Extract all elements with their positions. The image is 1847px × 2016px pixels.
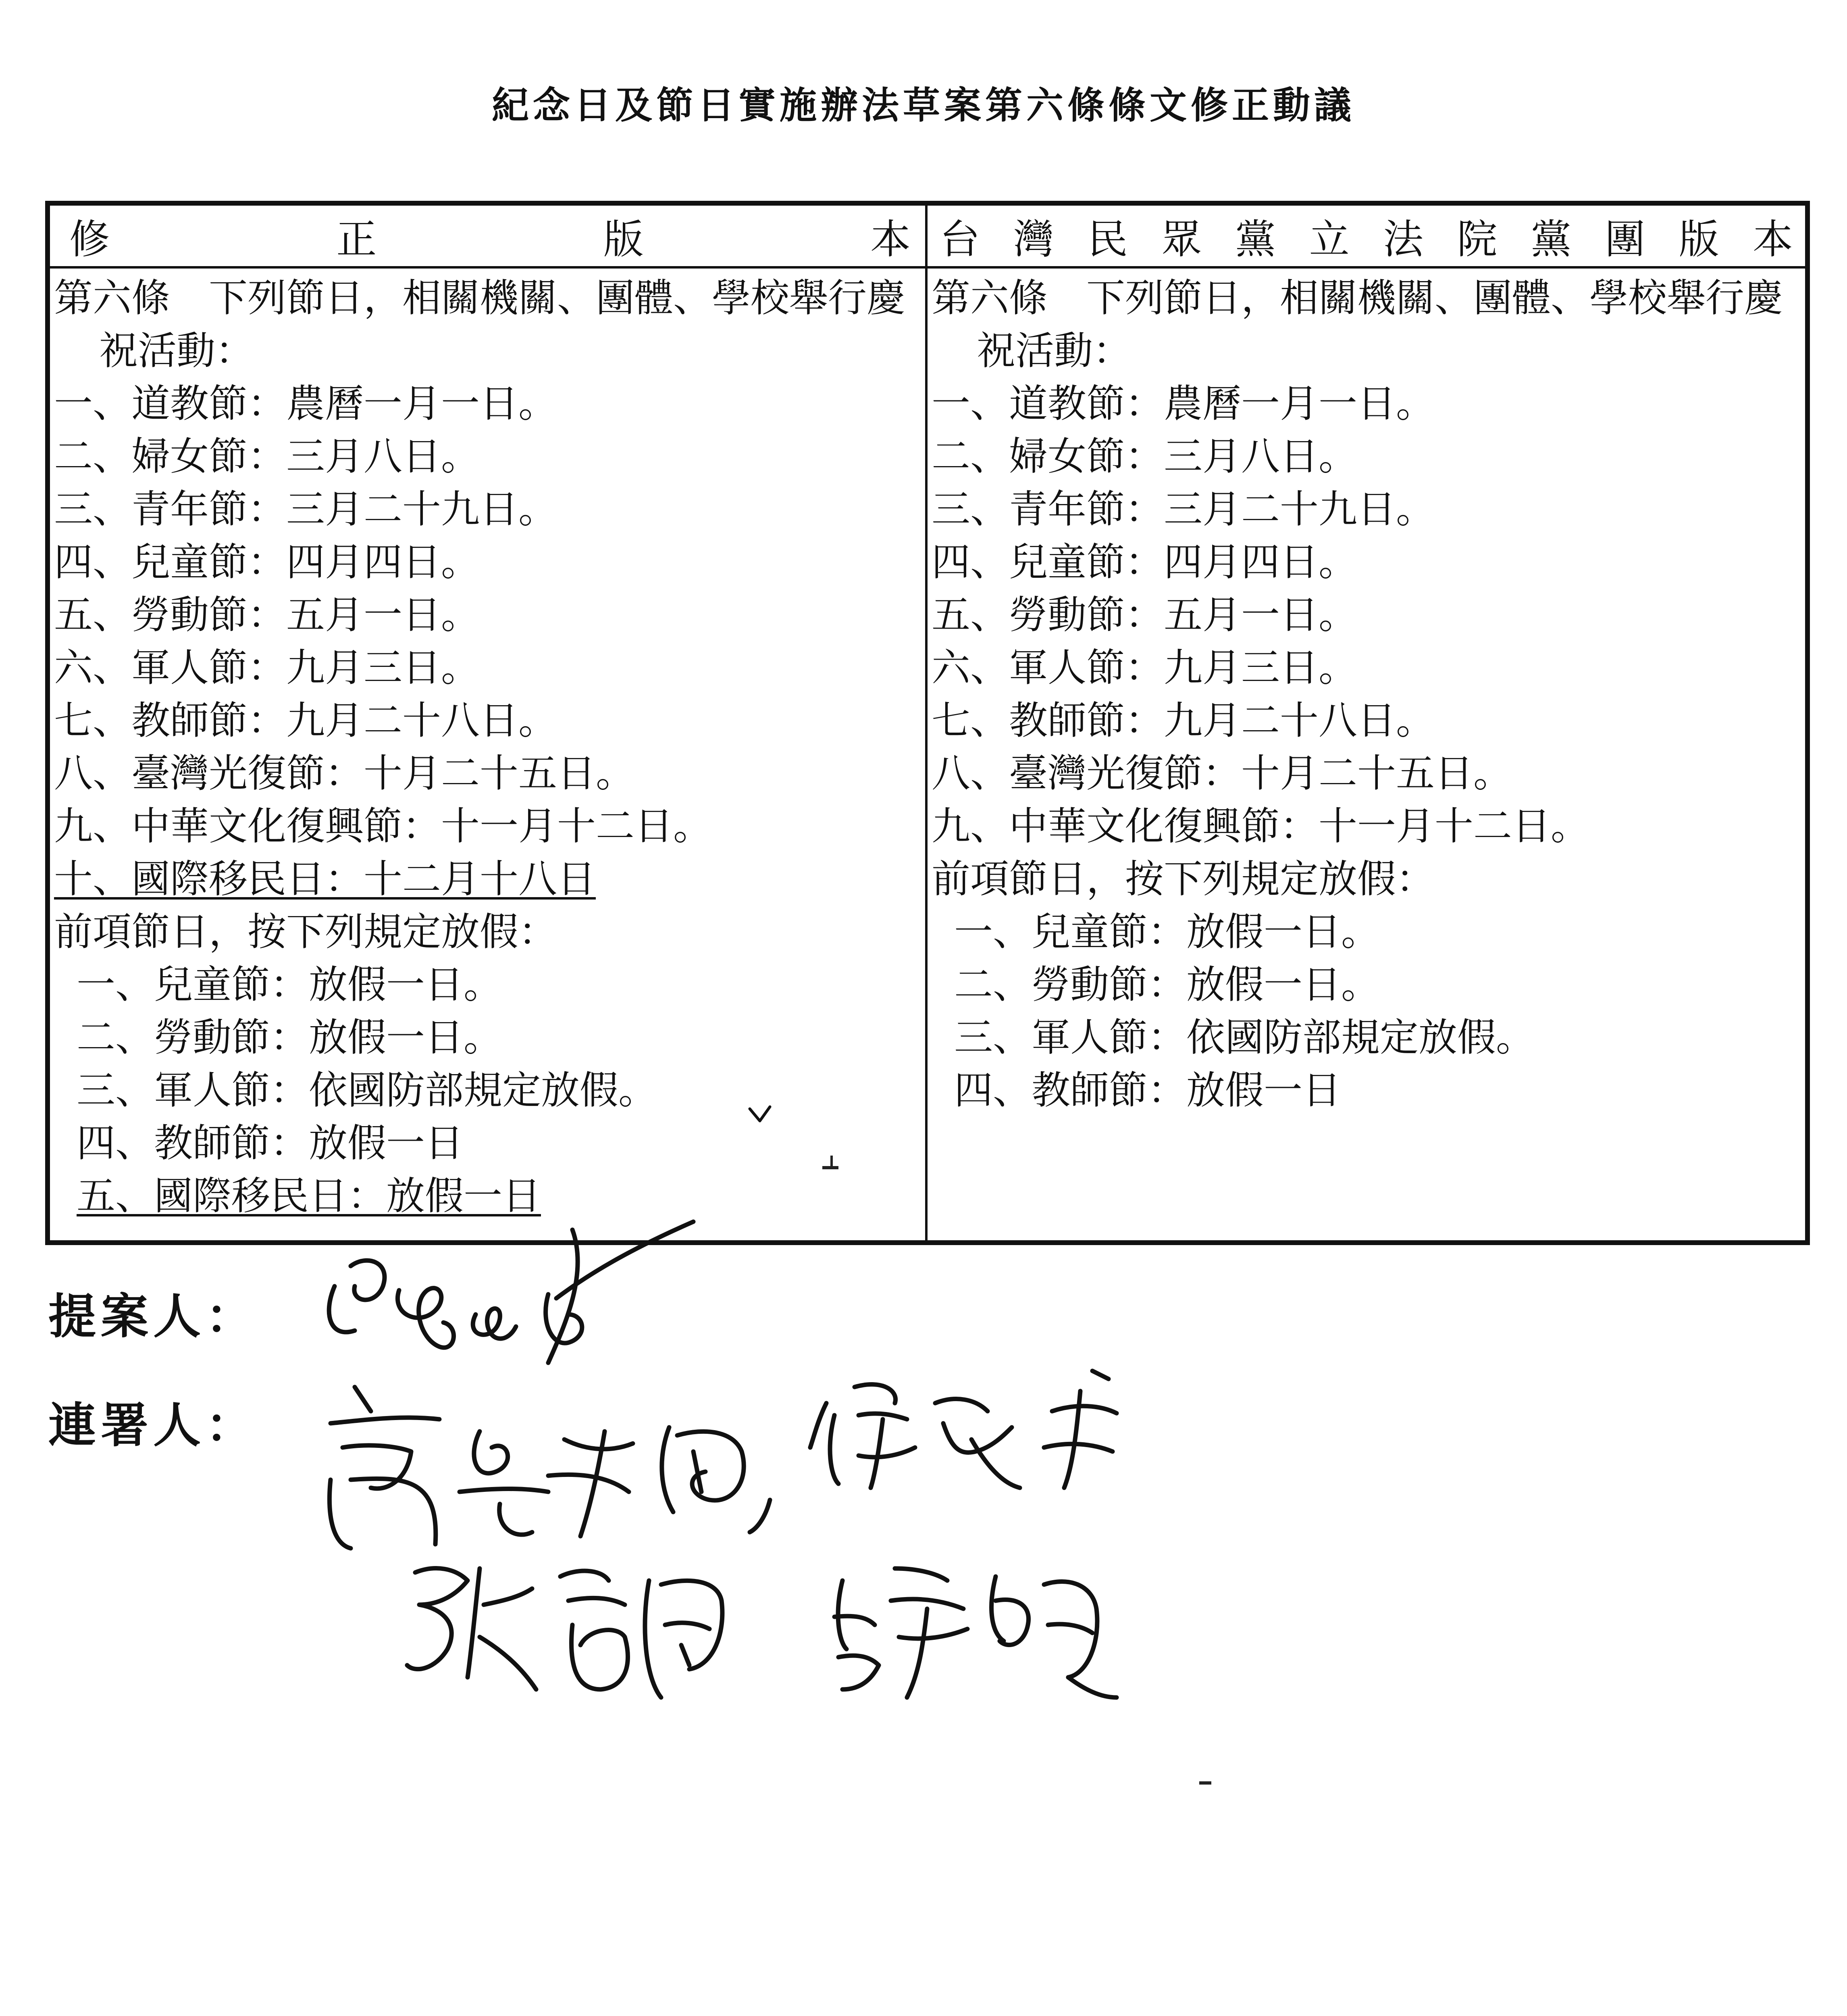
right-header-char: 眾: [1161, 216, 1202, 263]
day-off-item: 一、兒童節：放假一日。: [77, 962, 502, 1007]
left-header-char: 正: [336, 216, 377, 263]
amended-version-cell: [48, 267, 926, 1243]
proposer-label: 提案人：: [48, 1288, 258, 1344]
right-header-char: 版: [1679, 216, 1719, 263]
holiday-item: 四、兒童節：四月四日。: [54, 539, 480, 585]
holiday-item: 八、臺灣光復節：十月二十五日。: [932, 751, 1512, 796]
comparison-table: [45, 201, 1810, 1245]
right-header-char: 民: [1087, 216, 1128, 263]
article-line: 祝活動：: [977, 328, 1131, 373]
right-header-char: 本: [1752, 216, 1793, 263]
article-line: 第六條 下列節日，相關機關、團體、學校舉行慶: [54, 275, 905, 321]
holiday-item: 九、中華文化復興節：十一月十二日。: [932, 804, 1589, 849]
right-header-char: 黨: [1235, 216, 1276, 263]
scan-speck: [1199, 1781, 1211, 1785]
holiday-item: 四、兒童節：四月四日。: [932, 539, 1357, 585]
holiday-item: 二、婦女節：三月八日。: [932, 434, 1357, 479]
added-holiday-item: 十、國際移民日：十二月十八日: [54, 856, 596, 902]
cosigner-label: 連署人：: [48, 1397, 258, 1453]
holiday-item: 一、道教節：農曆一月一日。: [54, 381, 557, 426]
right-header-char: 台: [940, 216, 980, 263]
cosigner-signature: [306, 1359, 830, 1568]
right-header-char: 團: [1605, 216, 1645, 263]
holiday-item: 八、臺灣光復節：十月二十五日。: [54, 751, 634, 796]
left-header-char: 版: [603, 216, 644, 263]
holiday-item: 二、婦女節：三月八日。: [54, 434, 480, 479]
day-off-item: 三、軍人節：依國防部規定放假。: [954, 1015, 1535, 1060]
article-line: 第六條 下列節日，相關機關、團體、學校舉行慶: [932, 275, 1783, 321]
added-day-off-item: 五、國際移民日：放假一日: [77, 1173, 541, 1218]
day-off-item: 三、軍人節：依國防部規定放假。: [77, 1068, 657, 1113]
scan-speck: [830, 1156, 833, 1168]
article-line: 前項節日，按下列規定放假：: [54, 909, 557, 954]
tpp-caucus-version-cell: [926, 267, 1807, 1243]
holiday-item: 六、軍人節：九月三日。: [932, 645, 1357, 690]
day-off-item: 四、教師節：放假一日: [954, 1068, 1341, 1113]
right-header-char: 法: [1383, 216, 1424, 263]
left-header-char: 本: [870, 216, 911, 263]
holiday-item: 七、教師節：九月二十八日。: [932, 698, 1435, 743]
article-line: 祝活動：: [99, 328, 254, 373]
document-title: 紀念日及節日實施辦法草案第六條條文修正動議: [491, 83, 1355, 127]
holiday-item: 五、勞動節：五月一日。: [54, 592, 480, 637]
day-off-item: 四、教師節：放假一日: [77, 1120, 464, 1166]
right-column-header: [926, 203, 1807, 267]
holiday-item: 六、軍人節：九月三日。: [54, 645, 480, 690]
holiday-item: 七、教師節：九月二十八日。: [54, 698, 557, 743]
right-header-char: 黨: [1531, 216, 1571, 263]
right-header-char: 院: [1457, 216, 1498, 263]
holiday-item: 三、青年節：三月二十九日。: [932, 487, 1435, 532]
scan-mark: [746, 1101, 778, 1129]
table-body-row: [48, 267, 1807, 1243]
cosigner-signature: [399, 1544, 1165, 1730]
holiday-item: 五、勞動節：五月一日。: [932, 592, 1357, 637]
left-column-header: [48, 203, 926, 267]
right-header-char: 立: [1309, 216, 1350, 263]
right-header-char: 灣: [1013, 216, 1054, 263]
holiday-item: 一、道教節：農曆一月一日。: [932, 381, 1435, 426]
cosigner-signature: [802, 1355, 1165, 1500]
day-off-item: 二、勞動節：放假一日。: [77, 1015, 502, 1060]
article-line: 前項節日，按下列規定放假：: [932, 856, 1435, 902]
day-off-item: 一、兒童節：放假一日。: [954, 909, 1380, 954]
table-header-row: [48, 203, 1807, 267]
holiday-item: 三、青年節：三月二十九日。: [54, 487, 557, 532]
left-header-char: 修: [69, 216, 110, 263]
day-off-item: 二、勞動節：放假一日。: [954, 962, 1380, 1007]
holiday-item: 九、中華文化復興節：十一月十二日。: [54, 804, 712, 849]
